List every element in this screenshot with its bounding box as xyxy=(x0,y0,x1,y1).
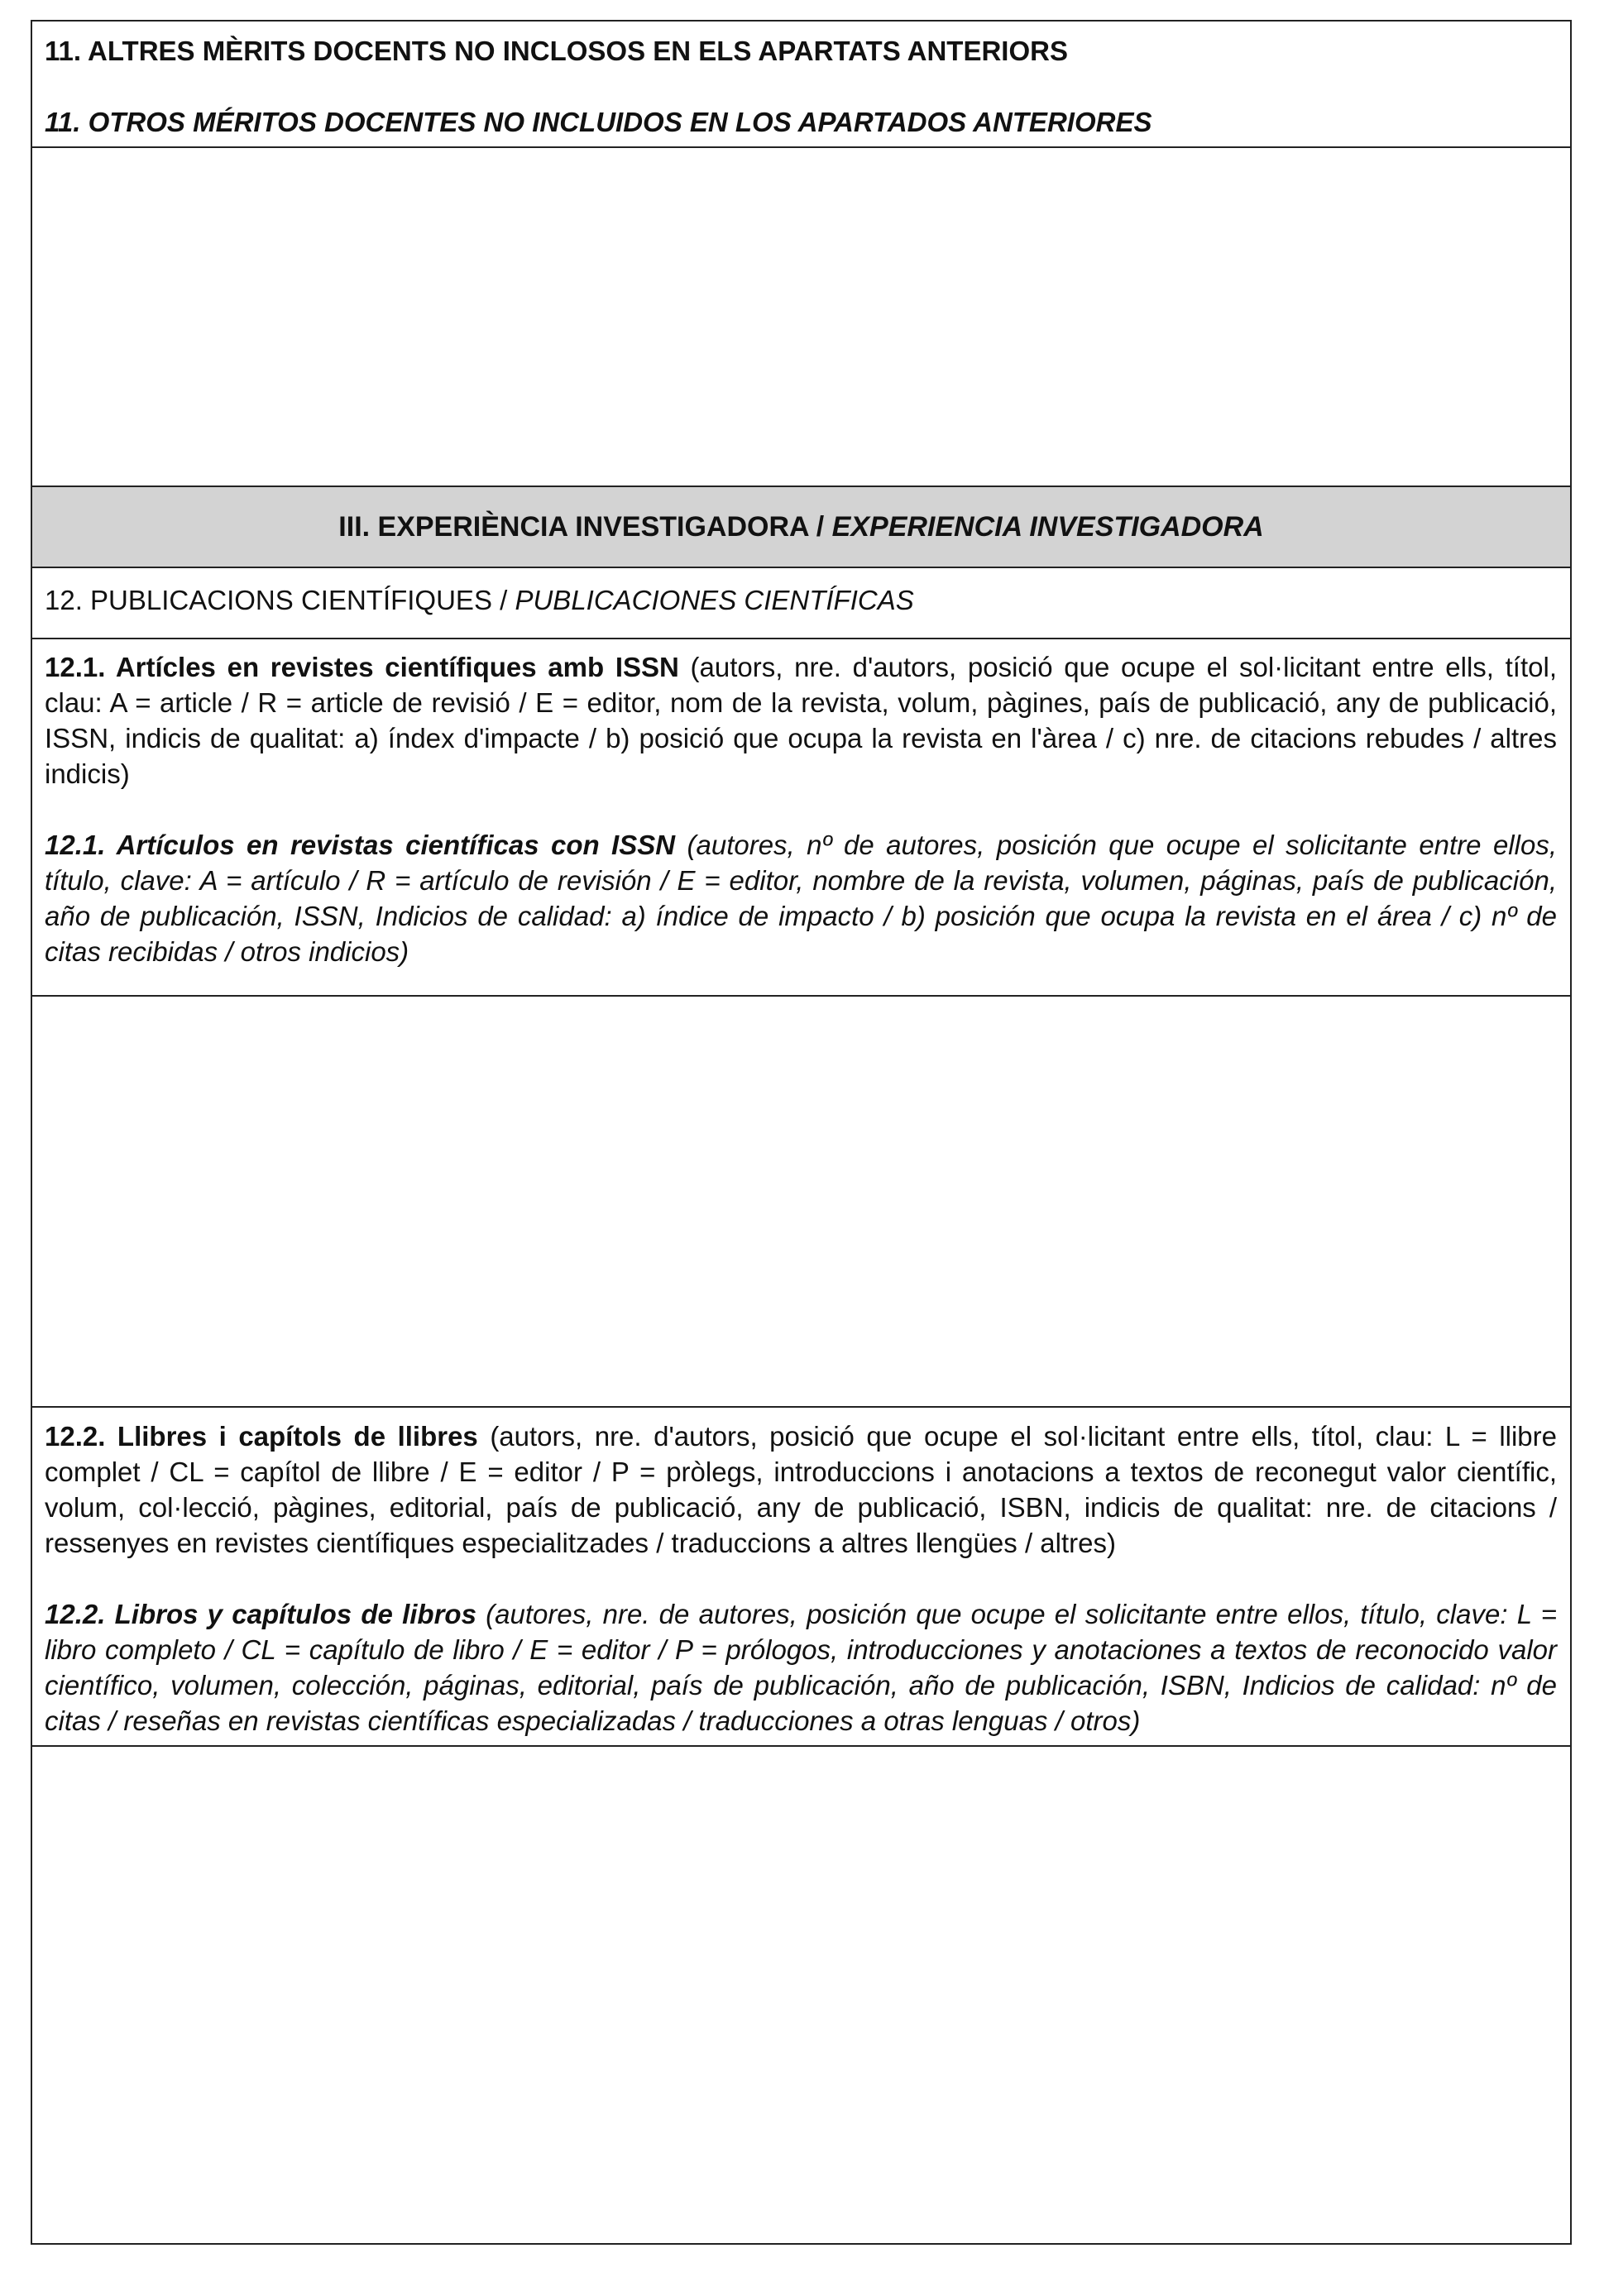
section-iii-title-es: EXPERIENCIA INVESTIGADORA xyxy=(831,510,1264,543)
section-12-2-text-ca xyxy=(45,1418,1557,1561)
section-iii-banner xyxy=(32,487,1570,568)
section-12-1-entry-field[interactable] xyxy=(32,997,1570,1408)
section-12-2-heading-ca: 12.2. Llibres i capítols de llibres xyxy=(45,1421,478,1452)
section-12-1-text-ca xyxy=(45,649,1557,792)
section-12-title-es: PUBLICACIONES CIENTÍFICAS xyxy=(515,585,914,615)
section-12-2-body-es: (autores, nre. de autores, posición que ocupe el solicitante entre ellos, título, clave: L = libro completo / CL = capítulo de libro / E = editor / P = prólogos, introducciones y anotaciones a textos de reconocido valor científico, volumen, colección, páginas, editorial, país de publicación, año de publicación, ISBN, Indicios de calidad: nº de citas / reseñas en revistas científicas especializadas / traducciones a otras lenguas / otros) xyxy=(45,1599,1557,1736)
section-12-1-description xyxy=(32,639,1570,997)
section-iii-title-ca: III. EXPERIÈNCIA INVESTIGADORA / xyxy=(338,510,825,543)
section-11-title-ca: 11. ALTRES MÈRITS DOCENTS NO INCLOSOS EN ELS APARTATS ANTERIORS xyxy=(45,36,1068,66)
section-12-2-body-ca: (autors, nre. d'autors, posició que ocupe el sol·licitant entre ells, títol, clau: L = llibre complet / CL = capítol de llibre / E = editor / P = pròlegs, introduccions i anotacions a textos de reconegut valor científic, volum, col·lecció, pàgines, editorial, país de publicació, any de publicació, ISBN, indicis de qualitat: nre. de citacions / ressenyes en revistes científiques especialitzades / traduccions a altres llengües / altres) xyxy=(45,1421,1558,1558)
section-12-title-ca: 12. PUBLICACIONS CIENTÍFIQUES / xyxy=(45,585,515,615)
section-12-2-entry-field[interactable] xyxy=(32,1747,1570,2243)
section-12-2-description xyxy=(32,1408,1570,1747)
section-12-1-body-ca: (autors, nre. d'autors, posició que ocupe el sol·licitant entre ells, títol, clau: A = article / R = article de revisió / E = editor, nom de la revista, volum, pàgines, país de publicació, any de publicació, ISSN, indicis de qualitat: a) índex d'impacte / b) posició que ocupa la revista en l'àrea / c) nre. de citacions rebudes / altres indicis) xyxy=(45,652,1558,789)
section-12-header xyxy=(32,568,1570,639)
section-11-title-es: 11. OTROS MÉRITOS DOCENTES NO INCLUIDOS EN LOS APARTADOS ANTERIORES xyxy=(45,107,1152,137)
section-12-1-text-es xyxy=(45,827,1557,969)
section-11-entry-field[interactable] xyxy=(32,148,1570,487)
spacer xyxy=(45,1561,1557,1596)
section-12-1-heading-ca: 12.1. Artícles en revistes científiques amb ISSN xyxy=(45,652,679,682)
section-11-header xyxy=(32,22,1570,148)
section-12-1-body-es: (autores, nº de autores, posición que ocupe el solicitante entre ellos, título, clave: A = artículo / R = artículo de revisión / E = editor, nombre de la revista, volumen, páginas, país de publicación, año de publicación, ISSN, Indicios de calidad: a) índice de impacto / b) posición que ocupa la revista en el área / c) nº de citas recibidas / otros indicios) xyxy=(45,830,1557,967)
spacer xyxy=(45,792,1557,827)
section-12-2-heading-es: 12.2. Libros y capítulos de libros xyxy=(45,1599,476,1629)
section-12-1-heading-es: 12.1. Artículos en revistas científicas con ISSN xyxy=(45,830,676,860)
section-12-2-text-es xyxy=(45,1596,1557,1739)
merits-form xyxy=(31,20,1572,2245)
